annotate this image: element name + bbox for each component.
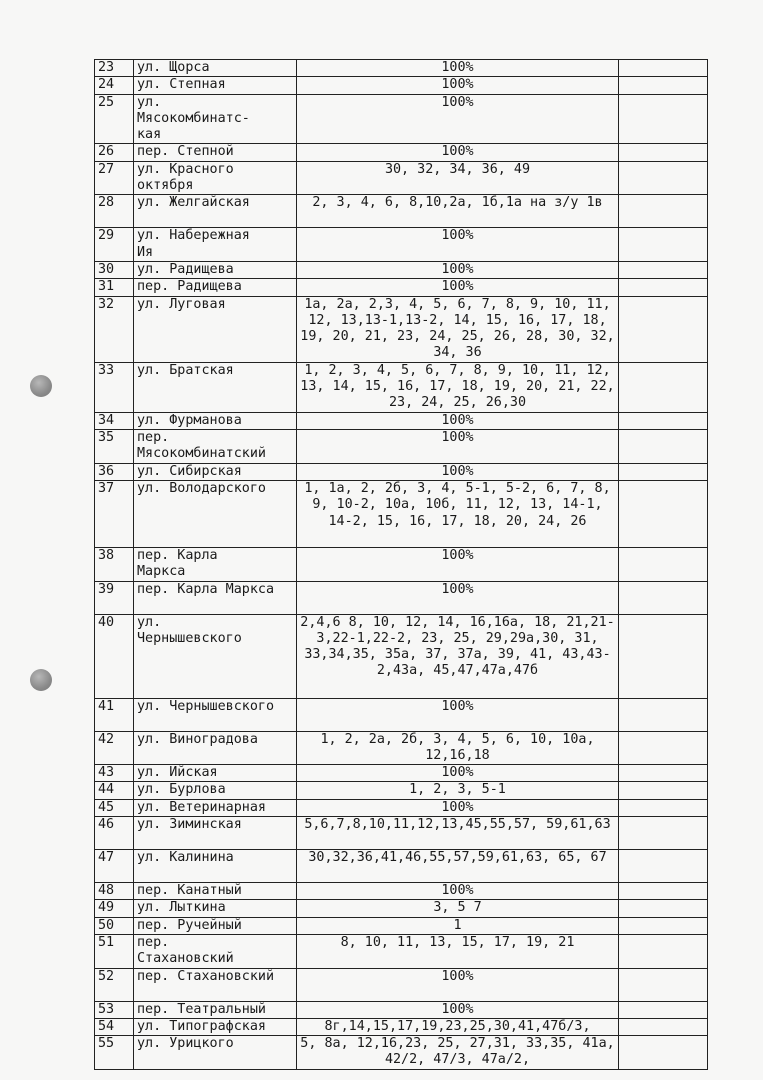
empty-cell [619, 228, 708, 262]
empty-cell [619, 731, 708, 765]
row-number: 45 [95, 799, 134, 816]
street-name: пер. Театральный [134, 1001, 297, 1018]
table-row [95, 1018, 708, 1035]
house-numbers: 100% [297, 765, 619, 782]
house-numbers: 100% [297, 279, 619, 296]
empty-cell [619, 900, 708, 917]
table-row [95, 917, 708, 934]
house-numbers: 5,6,7,8,10,11,12,13,45,55,57, 59,61,63 [297, 817, 619, 850]
street-name: ул. Набережная Ия [134, 228, 297, 262]
street-name: ул. Калинина [134, 850, 297, 883]
streets-table-body [95, 60, 708, 1070]
row-number: 23 [95, 60, 134, 77]
street-name: ул. Сибирская [134, 463, 297, 480]
row-number: 34 [95, 412, 134, 429]
table-row [95, 900, 708, 917]
street-name: ул. Чернышевского [134, 614, 297, 698]
empty-cell [619, 60, 708, 77]
house-numbers: 30,32,36,41,46,55,57,59,61,63, 65, 67 [297, 850, 619, 883]
row-number: 27 [95, 161, 134, 195]
row-number: 41 [95, 698, 134, 731]
table-row [95, 782, 708, 799]
row-number: 30 [95, 261, 134, 278]
house-numbers: 100% [297, 547, 619, 581]
house-numbers: 100% [297, 698, 619, 731]
row-number: 43 [95, 765, 134, 782]
table-row [95, 77, 708, 94]
empty-cell [619, 279, 708, 296]
street-name: ул. Братская [134, 362, 297, 412]
house-numbers: 100% [297, 463, 619, 480]
table-row [95, 614, 708, 698]
streets-table [94, 59, 708, 1070]
street-name: пер. Карла Маркса [134, 547, 297, 581]
row-number: 54 [95, 1018, 134, 1035]
street-name: пер. Карла Маркса [134, 581, 297, 614]
empty-cell [619, 430, 708, 464]
table-row [95, 430, 708, 464]
street-name: пер. Радищева [134, 279, 297, 296]
table-row [95, 296, 708, 362]
house-numbers: 100% [297, 883, 619, 900]
house-numbers: 1, 2, 2а, 2б, 3, 4, 5, 6, 10, 10а, 12,16,18 [297, 731, 619, 765]
empty-cell [619, 161, 708, 195]
street-name: ул. Володарского [134, 480, 297, 547]
empty-cell [619, 547, 708, 581]
empty-cell [619, 362, 708, 412]
table-row [95, 144, 708, 161]
street-name: ул. Луговая [134, 296, 297, 362]
street-name: ул. Бурлова [134, 782, 297, 799]
row-number: 33 [95, 362, 134, 412]
table-row [95, 934, 708, 968]
house-numbers: 1, 2, 3, 5-1 [297, 782, 619, 799]
house-numbers: 2, 3, 4, 6, 8,10,2а, 1б,1а на з/у 1в [297, 195, 619, 228]
empty-cell [619, 883, 708, 900]
street-name: пер. Стахановский [134, 934, 297, 968]
house-numbers: 8, 10, 11, 13, 15, 17, 19, 21 [297, 934, 619, 968]
row-number: 50 [95, 917, 134, 934]
row-number: 39 [95, 581, 134, 614]
street-name: пер. Степной [134, 144, 297, 161]
table-row [95, 261, 708, 278]
empty-cell [619, 1001, 708, 1018]
row-number: 36 [95, 463, 134, 480]
row-number: 53 [95, 1001, 134, 1018]
table-row [95, 94, 708, 144]
empty-cell [619, 77, 708, 94]
empty-cell [619, 581, 708, 614]
street-name: ул. Урицкого [134, 1036, 297, 1070]
empty-cell [619, 782, 708, 799]
row-number: 49 [95, 900, 134, 917]
house-numbers: 100% [297, 1001, 619, 1018]
table-row [95, 799, 708, 816]
empty-cell [619, 917, 708, 934]
row-number: 31 [95, 279, 134, 296]
house-numbers: 100% [297, 799, 619, 816]
row-number: 37 [95, 480, 134, 547]
row-number: 47 [95, 850, 134, 883]
table-row [95, 883, 708, 900]
street-name: ул. Мясокомбинатс- кая [134, 94, 297, 144]
house-numbers: 3, 5 7 [297, 900, 619, 917]
house-numbers: 100% [297, 228, 619, 262]
street-name: пер. Стахановский [134, 968, 297, 1001]
table-row [95, 698, 708, 731]
row-number: 35 [95, 430, 134, 464]
empty-cell [619, 698, 708, 731]
house-numbers: 1, 2, 3, 4, 5, 6, 7, 8, 9, 10, 11, 12, 13, 14, 15, 16, 17, 18, 19, 20, 21, 22, 23, 24, 25, 26,30 [297, 362, 619, 412]
empty-cell [619, 94, 708, 144]
table-row [95, 968, 708, 1001]
row-number: 32 [95, 296, 134, 362]
row-number: 55 [95, 1036, 134, 1070]
table-row [95, 463, 708, 480]
table-row [95, 1001, 708, 1018]
row-number: 38 [95, 547, 134, 581]
house-numbers: 100% [297, 581, 619, 614]
street-name: ул. Лыткина [134, 900, 297, 917]
table-row [95, 60, 708, 77]
row-number: 28 [95, 195, 134, 228]
row-number: 44 [95, 782, 134, 799]
empty-cell [619, 934, 708, 968]
street-name: пер. Канатный [134, 883, 297, 900]
house-numbers: 100% [297, 968, 619, 1001]
punch-hole-upper [30, 375, 52, 397]
table-row [95, 731, 708, 765]
house-numbers: 5, 8а, 12,16,23, 25, 27,31, 33,35, 41а, 42/2, 47/3, 47а/2, [297, 1036, 619, 1070]
street-name: пер. Ручейный [134, 917, 297, 934]
empty-cell [619, 765, 708, 782]
street-name: ул. Радищева [134, 261, 297, 278]
row-number: 42 [95, 731, 134, 765]
empty-cell [619, 850, 708, 883]
street-name: ул. Типографская [134, 1018, 297, 1035]
street-name: ул. Чернышевского [134, 698, 297, 731]
empty-cell [619, 614, 708, 698]
empty-cell [619, 296, 708, 362]
table-row [95, 195, 708, 228]
table-row [95, 480, 708, 547]
row-number: 52 [95, 968, 134, 1001]
house-numbers: 100% [297, 77, 619, 94]
house-numbers: 100% [297, 94, 619, 144]
street-name: ул. Желгайская [134, 195, 297, 228]
empty-cell [619, 480, 708, 547]
empty-cell [619, 1018, 708, 1035]
empty-cell [619, 144, 708, 161]
house-numbers: 8г,14,15,17,19,23,25,30,41,47б/3, [297, 1018, 619, 1035]
house-numbers: 1 [297, 917, 619, 934]
street-name: ул. Виноградова [134, 731, 297, 765]
house-numbers: 2,4,6 8, 10, 12, 14, 16,16а, 18, 21,21-3,22-1,22-2, 23, 25, 29,29а,30, 31, 33,34,35, 35а, 37, 37а, 39, 41, 43,43-2,43а, 45,47,47а,47б [297, 614, 619, 698]
table-row [95, 362, 708, 412]
empty-cell [619, 1036, 708, 1070]
table-row [95, 412, 708, 429]
table-row [95, 1036, 708, 1070]
house-numbers: 100% [297, 430, 619, 464]
row-number: 24 [95, 77, 134, 94]
empty-cell [619, 799, 708, 816]
row-number: 25 [95, 94, 134, 144]
street-name: ул. Ийская [134, 765, 297, 782]
row-number: 40 [95, 614, 134, 698]
house-numbers: 100% [297, 412, 619, 429]
row-number: 29 [95, 228, 134, 262]
table-row [95, 279, 708, 296]
street-name: пер. Мясокомбинатский [134, 430, 297, 464]
table-row [95, 161, 708, 195]
house-numbers: 1, 1а, 2, 2б, 3, 4, 5-1, 5-2, 6, 7, 8, 9, 10-2, 10а, 10б, 11, 12, 13, 14-1, 14-2, 15, 16, 17, 18, 20, 24, 26 [297, 480, 619, 547]
empty-cell [619, 261, 708, 278]
house-numbers: 100% [297, 144, 619, 161]
table-row [95, 850, 708, 883]
empty-cell [619, 195, 708, 228]
street-name: ул. Степная [134, 77, 297, 94]
table-row [95, 817, 708, 850]
house-numbers: 100% [297, 60, 619, 77]
house-numbers: 30, 32, 34, 36, 49 [297, 161, 619, 195]
street-name: ул. Фурманова [134, 412, 297, 429]
street-name: ул. Зиминская [134, 817, 297, 850]
street-name: ул. Красного октября [134, 161, 297, 195]
house-numbers: 100% [297, 261, 619, 278]
street-name: ул. Ветеринарная [134, 799, 297, 816]
table-row [95, 228, 708, 262]
empty-cell [619, 817, 708, 850]
empty-cell [619, 463, 708, 480]
table-row [95, 765, 708, 782]
empty-cell [619, 968, 708, 1001]
table-row [95, 581, 708, 614]
table-row [95, 547, 708, 581]
row-number: 48 [95, 883, 134, 900]
row-number: 46 [95, 817, 134, 850]
row-number: 26 [95, 144, 134, 161]
empty-cell [619, 412, 708, 429]
house-numbers: 1а, 2а, 2,3, 4, 5, 6, 7, 8, 9, 10, 11, 12, 13,13-1,13-2, 14, 15, 16, 17, 18, 19, 20, 21, 23, 24, 25, 26, 28, 30, 32, 34, 36 [297, 296, 619, 362]
row-number: 51 [95, 934, 134, 968]
street-name: ул. Щорса [134, 60, 297, 77]
punch-hole-lower [30, 669, 52, 691]
